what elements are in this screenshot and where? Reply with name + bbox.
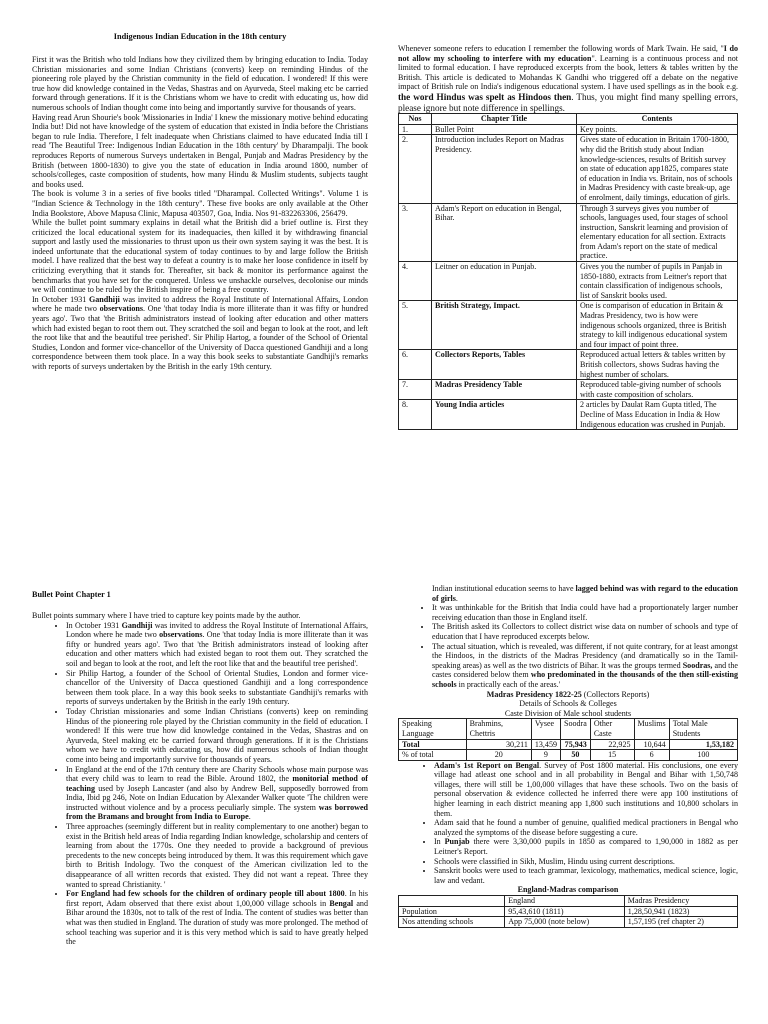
chapter-number: 6. xyxy=(399,350,432,380)
bullet-item-part: monitorial method of teaching xyxy=(66,774,368,793)
bullet-item-part: Today Christian missionaries and some Indian Christians (converts) keep on reminding Hindus of the pioneering role played by the Christian community in the field of education. I wondered! If this were true how did knowledge contained in the Vedas, Shastras and on Ayurveda, Steel making etc be carried forward through generations. If it is the Christians whom we have to credit with educating us, how did numerous schools of Indian thought come into being and importantly survive for thousands of years. xyxy=(66,706,368,764)
girls-text: Indian institutional education seems to have xyxy=(432,584,576,593)
madras-total-cell: 30,211 xyxy=(466,739,531,750)
bullet-item xyxy=(66,822,368,889)
madras-percent-cell: 20 xyxy=(466,750,531,761)
girls-bold: lagged behind was with regard to the education of girls xyxy=(432,584,738,603)
inner-bullet-item xyxy=(434,857,738,867)
bullet-item-part: observations xyxy=(159,630,203,640)
bullet-item-part: Sir Philip Hartog, a founder of the School of Oriental Studies, London and former vice-chancellor of the University of Dacca questioned Gandhiji and a long correspondence between them took place. In a way this book seeks to substantiate Gandhiji's remarks with reports of surveys undertaken by the British in the early 19th century. xyxy=(66,668,368,707)
madras-percent-cell: 9 xyxy=(531,750,560,761)
inner-bullet-item-part: Adam's 1st Report on Bengal xyxy=(434,760,540,770)
right-bullet-item-part: in practically each of the areas.' xyxy=(456,679,561,689)
intro-paragraph-2: Having read Arun Shourie's book 'Missionaries in India' I knew the missionary motive behind educating India but! Did not have knowledge of the system of education that existed in India before the Christians began to rule India. Therefore, I felt inadequate when Christians claimed to have educated India till I read 'The Beautiful Tree: Indigenous Indian Education in the 18th century' by Dharampalji. The book reproduces Reports of numerous Surveys undertaken in Bengal, Punjab and Madras Presidency by the British (between 1800-1830) to give you the state of education in India around 1800, number of schools/colleges, caste composition of students, how many Hindu & Muslim students, subjects taught and books used. xyxy=(32,112,368,189)
chapter-title: Adam's Report on education in Bengal, Bihar. xyxy=(432,203,577,262)
madras-title-bold: Madras Presidency 1822-25 xyxy=(486,689,582,699)
chapter-contents: One is comparison of education in Britain & Madras Presidency, two is how were indigenous schools organized, three is British strategy to kill indigenous educational system and four impact of point three. xyxy=(577,301,738,350)
page1-left-column xyxy=(32,30,368,372)
england-madras-header-cell: England xyxy=(505,896,625,907)
madras-table-header xyxy=(399,719,738,739)
bullet-list xyxy=(32,621,368,947)
inner-bullet-item xyxy=(434,761,738,819)
chapter-row xyxy=(399,301,738,350)
madras-percent-cell: 15 xyxy=(590,750,634,761)
chapter-title: Introduction includes Report on Madras Presidency. xyxy=(432,135,577,203)
right-bullet-item xyxy=(432,603,738,622)
england-madras-cell: Population xyxy=(399,906,505,917)
madras-total-cell: 13,459 xyxy=(531,739,560,750)
madras-percent-cell: 50 xyxy=(561,750,591,761)
madras-subtitle-2: Caste Division of Male school students xyxy=(504,708,632,718)
right-bullet-item xyxy=(432,622,738,641)
twain-text-1: Whenever someone refers to education I remember the following words of Mark Twain. He said, " xyxy=(398,44,724,53)
madras-header-cell: Total Male Students xyxy=(669,719,737,739)
right-bullet-item-part: Soodras, xyxy=(682,660,713,670)
england-madras-table xyxy=(398,895,738,928)
england-madras-cell: 1,57,195 (ref chapter 2) xyxy=(624,917,737,928)
chapter-number: 1. xyxy=(399,124,432,135)
chapter-contents: Reproduced actual letters & tables written by British collectors, shows Sudras having the highest number of scholars. xyxy=(577,350,738,380)
madras-table-total-row xyxy=(399,739,738,750)
chapter-contents: Gives state of education in Britain 1700-1800, why did the British study about Indian knowledge-sciences, results of British survey on state of education app1825, compares state of education in India vs. Britain, nos of schools in Madras Presidency with caste break-up, age of enrolment, daily timings, education of girls. xyxy=(577,135,738,203)
chapter-contents: Key points. xyxy=(577,124,738,135)
madras-header-cell: Brahmins, Chettris xyxy=(466,719,531,739)
bullet-item-part: Gandhiji xyxy=(121,620,153,630)
bullet-item-part: used by Joseph Lancaster (and also by Andrew Bell, supposedly borrowed from India, Ibid pg 246, Note on Indian Education by Alexander Walker quote 'The children were instructed without violence and by a process peculiarly simple. The system xyxy=(66,783,368,812)
article-title-text: Indigenous Indian Education in the 18th century xyxy=(113,32,287,41)
chapter-number: 3. xyxy=(399,203,432,262)
chapter-contents: 2 articles by Daulat Ram Gupta titled, The Decline of Mass Education in India & How Indigenous education was crushed in Punjab. xyxy=(577,400,738,430)
page2-left-column xyxy=(32,588,368,947)
twain-paragraph xyxy=(398,44,738,113)
inner-bullet-item-part: In xyxy=(434,837,445,847)
madras-table-percent-row xyxy=(399,750,738,761)
bullet-item-part: In England at the end of the 17th century there are Charity Schools whose main purpose was that every child was to learn to read the Bible. Around 1802, the xyxy=(66,764,368,784)
inner-bullet-item-part: . Survey of Post 1800 material. His conclusions, one every village had atleast one school and in all probability in Bengal and Bihar with 1,50,748 villages, there will still be 1,00,000 villages that have these schools. Two on the basis of personal observation & evidence collected he inferred there were app 100 institutions of higher learning in each district meaning app 1,800 such institutions and 10,800 scholars in them. xyxy=(434,760,738,818)
chapter-number: 4. xyxy=(399,262,432,301)
chapter-title: Young India articles xyxy=(432,400,577,430)
madras-total-cell: 10,644 xyxy=(634,739,669,750)
header-chapter-title: Chapter Title xyxy=(432,114,577,125)
madras-total-cell: Total xyxy=(399,739,467,750)
bullet-item-part: Bengal xyxy=(329,898,354,908)
gandhi-paragraph xyxy=(32,295,368,372)
bullet-intro: Bullet points summary where I have tried to capture key points made by the author. xyxy=(32,611,301,620)
bullet-item-part: . xyxy=(248,812,251,822)
twain-text-2: ". Learning is a continuous process and not limited to formal education. I have reproduced excerpts from the book, letters & tables written by the British. This article is dedicated to Mohandas K Gandhi who triggered off a debate on the negative impact of British rule on India's indigenous educational system. I have used spellings as in the book e.g. xyxy=(398,53,738,92)
england-madras-header xyxy=(399,896,738,907)
girls-education-line xyxy=(398,584,738,603)
inner-bullet-list xyxy=(398,761,738,886)
inner-bullet-item-part: Sanskrit books were used to teach grammar, lexicology, mathematics, medical science, logic, law and vedant. xyxy=(434,866,738,885)
chapter-row xyxy=(399,203,738,262)
inner-bullet-item-part: Schools were classified in Sikh, Muslim, Hindu using current descriptions. xyxy=(434,856,675,866)
chapter-row xyxy=(399,124,738,135)
chapter-row xyxy=(399,262,738,301)
page2-right-column xyxy=(398,584,738,928)
inner-bullet-item xyxy=(434,837,738,856)
bullet-item-part: In October 1931 xyxy=(66,620,122,630)
intro-paragraph-3: The book is volume 3 in a series of five books titled "Dharampal. Collected Writings". Volume 1 is "Indian Science & Technology in the 18th century". These five books are only available at the Other India Bookstore, Above Mapusa Clinic, Mapusa 403507, Goa, India. Nos 91-832263306, 256479. xyxy=(32,189,368,218)
chapter-number: 7. xyxy=(399,380,432,400)
england-madras-cell: Nos attending schools xyxy=(399,917,505,928)
right-bullet-item-part: The British asked its Collectors to collect district wise data on number of schools and type of education that I have reproduced excerpts below. xyxy=(432,622,738,641)
girls-end: . xyxy=(455,593,458,603)
page1-right-column xyxy=(398,44,738,430)
bullet-item xyxy=(66,765,368,823)
bullet-item-part: and Bihar around the 1830s, not to talk of the rest of India. The content of studies was better than what was then studied in England. The duration of study was more prolonged. The method of school teaching was superior and it is this very method which is said to have greatly helped the xyxy=(66,898,368,947)
england-madras-row xyxy=(399,906,738,917)
madras-header-cell: Other Caste xyxy=(590,719,634,739)
header-nos: Nos xyxy=(399,114,432,125)
chapter-row xyxy=(399,400,738,430)
right-bullet-item-part: who predominated in the thousands of the then still-existing schools xyxy=(432,670,738,689)
bullet-chapter-heading: Bullet Point Chapter 1 xyxy=(32,590,111,599)
madras-total-cell: 1,53,182 xyxy=(669,739,737,750)
chapter-contents: Through 3 surveys gives you number of schools, languages used, four stages of school instruction, Sanskrit learning and provision of elementary education for all section. Extracts from Adam's report on the state of medical practice. xyxy=(577,203,738,262)
england-madras-cell: App 75,000 (note below) xyxy=(505,917,625,928)
chapter-row xyxy=(399,350,738,380)
chapter-table-header xyxy=(399,114,738,125)
madras-table-title xyxy=(398,690,738,700)
england-madras-header-cell: Madras Presidency xyxy=(624,896,737,907)
chapter-table xyxy=(398,113,738,430)
madras-total-cell: 22,925 xyxy=(590,739,634,750)
england-madras-body xyxy=(399,906,738,927)
chapter-title: Bullet Point xyxy=(432,124,577,135)
madras-caste-table xyxy=(398,718,738,760)
england-madras-row xyxy=(399,917,738,928)
madras-header-cell: Vysee xyxy=(531,719,560,739)
twain-quote: I do not allow my schooling to interfere with my education xyxy=(398,44,738,63)
chapter-table-body xyxy=(399,124,738,429)
right-bullet-item-part: It was unthinkable for the British that India could have had a proportionately larger number receiving education than those in England itself. xyxy=(432,603,738,622)
bullet-item-part: was borrowed from the Bramans and brought from India to Europe xyxy=(66,802,368,822)
madras-header-cell: Muslims xyxy=(634,719,669,739)
bullet-item-part: . One 'that today India is more illiterate than it was fifty or hundred years ago'. Two that 'the British administrators instead of looking after education and other matters which had existed began to root them out. They scratched the soil and began to look at the root, and left the root like that and the beautiful tree perished'. xyxy=(66,630,368,668)
chapter-title: Collectors Reports, Tables xyxy=(432,350,577,380)
bullet-item-part: Three approaches (seemingly different but in reality complementary to one another) began to exist in the British held areas of India regarding Indian knowledge, scholarship and centers of learning from about the 1770s. One they needed to provide a background of previous precedents to the new concepts being introduced by them. It was this requirement which gave birth to British Indology. Two the conquest of the American civilization led to the disappearance of all written records that existed. They did not want a repeat. Three they wanted to spread Christianity. ' xyxy=(66,822,368,889)
right-bullet-item-part: The actual situation, which is revealed, was different, if not quite contrary, for at least amongst the Hindoos, in the districts of the Madras Presidency (and dramatically so in the Tamil-speaking areas) as well as the two districts of Bihar. It was the groups termed xyxy=(432,641,738,670)
chapter-number: 2. xyxy=(399,135,432,203)
inner-bullet-item-part: Punjab xyxy=(444,837,470,847)
chapter-row xyxy=(399,135,738,203)
spelling-note-bold: the word Hindus was spelt as Hindoos then xyxy=(398,91,572,102)
intro-paragraph-1: First it was the British who told Indians how they civilized them by bringing education to India. Today Christian missionaries and some Indian Christians (converts) keep on reminding Hindus of the pioneering role played by the Christian community in the field of education. I wondered! If this were true how did knowledge contained in the Vedas, Shastras and on Ayurveda, Steel making etc be carried forward through generations. If it is the Christians whom we have to credit with educating us, how did numerous schools of Indian thought come into being and importantly survive for thousands of years. xyxy=(32,55,368,112)
madras-subtitle-1: Details of Schools & Colleges xyxy=(519,699,617,709)
twain-text-3: . Thus, you might find many spelling errors, please ignore but note difference in spellings. xyxy=(398,91,738,113)
england-madras-cell: 1,28,50,941 (1823) xyxy=(624,906,737,917)
madras-total-cell: 75,943 xyxy=(561,739,591,750)
right-bullet-item-part: and the castes considered below them xyxy=(432,660,738,680)
chapter-number: 5. xyxy=(399,301,432,350)
gandhi-bold-2: observations xyxy=(99,304,143,314)
bullet-item-part: For England had few schools for the children of ordinary people till about 1800 xyxy=(66,889,345,899)
bullet-item xyxy=(66,621,368,669)
header-contents: Contents xyxy=(577,114,738,125)
intro-paragraph-4: While the bullet point summary explains in detail what the British did a brief outline is. First they criticized the local educational system for its inadequacies, then killed it by withdrawing financial support and lastly used the missionaries to thrust upon us their own system saying it was the best. It is indeed unfortunate that the educational system of today continues to by and large follow the British model. I have realized that the best way to defeat a country is to make her loose confidence in itself by criticizing everything that it stands for. Thereafter, sit back & monitor its performance against the benchmarks that you have set for the conquered. Unless we unshackle ourselves, decolonise our minds we will continue to be ruled by the British inspire of being a free country. xyxy=(32,218,368,295)
england-madras-header-cell xyxy=(399,896,505,907)
bullet-item xyxy=(66,889,368,947)
bullet-item xyxy=(66,669,368,707)
gandhi-bold-1: Gandhiji xyxy=(89,294,120,304)
gandhi-text-1: In October 1931 xyxy=(32,294,89,304)
madras-percent-cell: % of total xyxy=(399,750,467,761)
chapter-title: British Strategy, Impact. xyxy=(432,301,577,350)
gandhi-text-3: . One 'that today India is more illiterate than it was fifty or hundred years ago'. Two that 'the British administrators instead of looking after education and other matters which had existed began to root them out. They scratched the soil and began to look at the root, and left the root like that and the beautiful tree perished'. Sir Philip Hartog, a founder of the School of Oriental Studies, London and former vice-chancellor of the University of Dacca questioned Gandhiji and a long correspondence between them took place. In a way this book seeks to substantiate Gandhiji's remarks with reports of surveys undertaken by the British in the early 19th century. xyxy=(32,304,368,371)
inner-bullet-item xyxy=(434,818,738,837)
bullet-item-part: . In his first report, Adam observed that there exist about 1,00,000 village schools in xyxy=(66,889,368,908)
madras-percent-cell: 100 xyxy=(669,750,737,761)
england-madras-title: England-Madras comparison xyxy=(517,885,619,895)
england-madras-cell: 95,43,610 (1811) xyxy=(505,906,625,917)
right-bullet-item xyxy=(432,642,738,690)
madras-title-note: (Collectors Reports) xyxy=(581,689,650,699)
bullet-item-part: was invited to address the Royal Institute of International Affairs, London where he made two xyxy=(66,620,368,640)
gandhi-text-2: was invited to address the Royal Institute of International Affairs, London where he made two xyxy=(32,294,368,314)
inner-bullet-item-part: there were 3,30,000 pupils in 1850 as compared to 1,90,000 in 1882 as per Leitner's Report. xyxy=(434,837,738,857)
right-bullet-list xyxy=(398,603,738,689)
inner-bullet-item xyxy=(434,866,738,885)
inner-bullet-item-part: Adam said that he found a number of genuine, qualified medical practioners in Bengal who analyzed the symptoms of the disease before suggesting a cure. xyxy=(434,818,738,837)
chapter-title: Leitner on education in Punjab. xyxy=(432,262,577,301)
article-title xyxy=(32,32,368,41)
chapter-title: Madras Presidency Table xyxy=(432,380,577,400)
page-two xyxy=(0,570,768,1024)
madras-header-cell: Speaking Language xyxy=(399,719,467,739)
chapter-contents: Gives you the number of pupils in Panjab in 1850-1880, extracts from Leitner's report that contain classification of indigenous schools, list of Sanskrit books used. xyxy=(577,262,738,301)
madras-percent-cell: 6 xyxy=(634,750,669,761)
chapter-row xyxy=(399,380,738,400)
chapter-number: 8. xyxy=(399,400,432,430)
madras-header-cell: Soodra xyxy=(561,719,591,739)
bullet-item xyxy=(66,707,368,765)
chapter-contents: Reproduced table-giving number of schools with caste composition of scholars. xyxy=(577,380,738,400)
